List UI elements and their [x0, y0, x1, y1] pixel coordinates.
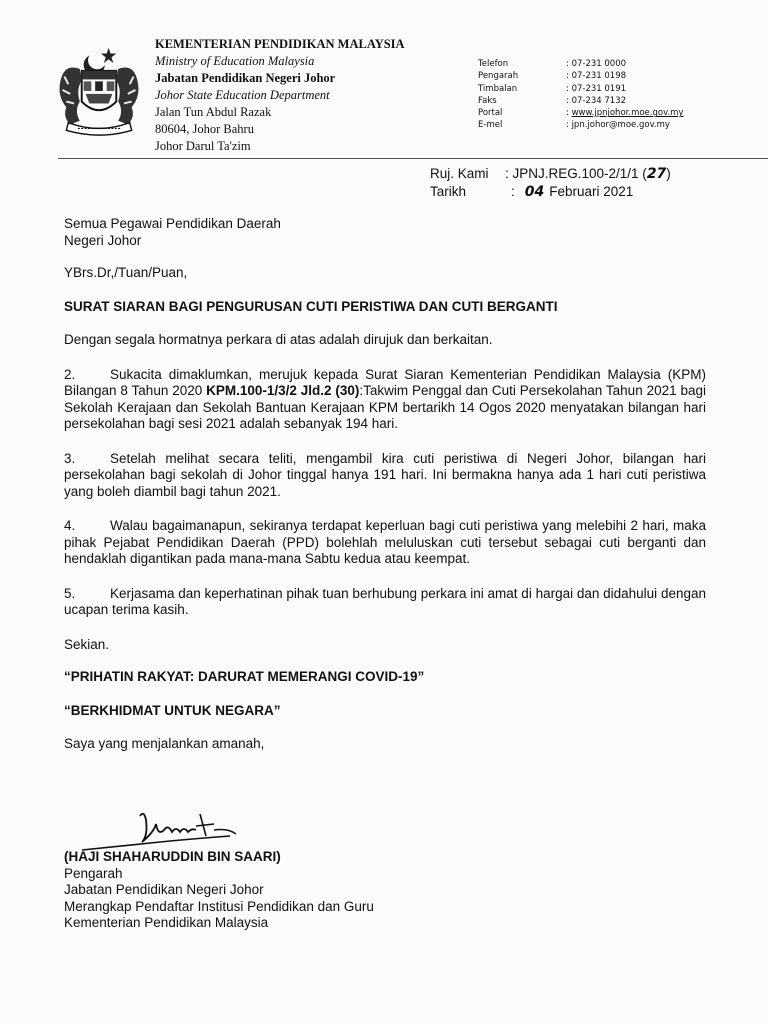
recipient-line: Semua Pegawai Pendidikan Daerah [64, 216, 281, 231]
paragraph-2 [64, 367, 706, 433]
contact-label: Portal [478, 108, 503, 119]
contact-row [478, 95, 683, 107]
paragraph-number: 2. [64, 366, 76, 382]
reference-row [430, 165, 671, 183]
recipient-block [64, 216, 706, 249]
malaysia-coat-of-arms-icon [50, 42, 148, 138]
contact-row [478, 119, 683, 131]
signatory-line: Merangkap Pendaftar Institusi Pendidikan dan Guru [64, 898, 374, 914]
letterhead-contacts [478, 58, 683, 132]
contact-row [478, 58, 683, 70]
signatory-name: (HAJI SHAHARUDDIN BIN SAARI) [64, 849, 281, 864]
date-row [430, 183, 671, 201]
date-label: Tarikh [430, 184, 467, 199]
circular-reference: KPM.100-1/3/2 Jld.2 (30) [206, 383, 360, 398]
paragraph-4 [64, 518, 706, 568]
paragraph-text: Walau bagaimanapun, sekiranya terdapat keperluan bagi cuti peristiwa yang melebihi 2 hari, maka pihak Pejabat Pendidikan Daerah (PPD) bolehlah meluluskan cuti tersebut sebagai cuti berganti dan hendaklah digantikan pada mana-mana Sabtu kedua atau keempat. [64, 518, 706, 566]
contact-row [478, 107, 683, 119]
date-handwritten-day: 04 [524, 184, 545, 200]
letterhead-divider [58, 158, 768, 159]
signoff-block [64, 849, 374, 932]
portal-link[interactable]: www.jpnjohor.moe.gov.my [571, 108, 684, 119]
signatory-line: Jabatan Pendidikan Negeri Johor [64, 882, 264, 897]
address-line: Johor Darul Ta'zim [155, 139, 251, 153]
contact-label: Pengarah [478, 71, 519, 82]
contact-label: Telefon [478, 59, 509, 69]
contact-value: : jpn.johor@moe.gov.my [566, 120, 670, 131]
contact-value: : 07-231 0198 [566, 71, 627, 82]
recipient-line: Negeri Johor [64, 232, 142, 248]
signatory-line: Kementerian Pendidikan Malaysia [64, 915, 269, 930]
paragraph-3 [64, 451, 706, 501]
paragraph-5 [64, 586, 706, 619]
contact-label: Timbalan [478, 83, 518, 94]
paragraph-number: 4. [64, 518, 76, 533]
paragraph-number: 5. [64, 585, 76, 601]
department-name-en: Johor State Education Department [155, 88, 330, 102]
ministry-name: KEMENTERIAN PENDIDIKAN MALAYSIA [155, 37, 405, 51]
closing-word: Sekian. [64, 636, 110, 652]
ministry-name-en: Ministry of Education Malaysia [155, 54, 315, 68]
reference-value: : JPNJ.REG.100-2/1/1 ( [505, 166, 647, 181]
reference-label: Ruj. Kami [430, 166, 489, 181]
contact-value: : 07-231 0191 [566, 83, 627, 94]
contact-label: E-mel [478, 120, 503, 131]
paragraph-text: Setelah melihat secara teliti, mengambil kira cuti peristiwa di Negeri Johor, bilangan hari persekolahan bagi sekolah di Johor tinggal hanya 191 hari. Ini bermakna hanya ada 1 hari cuti peristiwa yang boleh diambil bagi tahun 2021. [64, 450, 706, 499]
reference-close: ) [666, 166, 671, 181]
paragraph-text: Sukacita dimaklumkan, merujuk kepada Surat Siaran Kementerian Pendidikan Malaysia (KPM) Bilangan 8 Tahun 2020 [64, 366, 706, 398]
contact-separator: : [566, 108, 572, 119]
reference-block [430, 165, 671, 201]
address-line: Jalan Tun Abdul Razak [155, 105, 272, 119]
signoff-phrase: Saya yang menjalankan amanah, [64, 736, 265, 751]
contact-label: Faks [478, 95, 497, 106]
paragraph-text: Kerjasama dan keperhatinan pihak tuan berhubung perkara ini amat di hargai dan didahului dengan ucapan terima kasih. [64, 585, 706, 617]
contact-row [478, 83, 683, 95]
letter-subject: SURAT SIARAN BAGI PENGURUSAN CUTI PERISTIWA DAN CUTI BERGANTI [64, 298, 558, 314]
contact-value: : 07-234 7132 [566, 95, 627, 106]
paragraph-text: :Takwim Penggal dan Cuti Persekolahan Tahun 2021 bagi Sekolah Kerajaan dan Sekolah Bantuan Kerajaan KPM bertarikh 14 Ogos 2020 menyatakan bilangan hari persekolahan bagi sesi 2021 adalah sebanyak 194 hari. [64, 383, 706, 431]
date-separator: : [511, 184, 515, 199]
paragraph-number: 3. [64, 450, 76, 466]
salutation: YBrs.Dr,/Tuan/Puan, [64, 265, 188, 280]
signatory-title: Pengarah [64, 865, 123, 881]
date-value: Februari 2021 [549, 184, 634, 199]
motto-service: “BERKHIDMAT UNTUK NEGARA” [64, 702, 281, 718]
letter-body [64, 216, 706, 753]
department-name: Jabatan Pendidikan Negeri Johor [155, 71, 336, 85]
contact-row [478, 70, 683, 82]
contact-value: : 07-231 0000 [566, 59, 627, 69]
letterhead-organisation [155, 36, 405, 155]
reference-handwritten-number: 27 [646, 166, 667, 182]
motto-covid: “PRIHATIN RAKYAT: DARURAT MEMERANGI COVID-19” [64, 669, 425, 684]
address-line: 80604, Johor Bahru [155, 122, 254, 136]
intro-paragraph: Dengan segala hormatnya perkara di atas adalah dirujuk dan berkaitan. [64, 332, 493, 347]
